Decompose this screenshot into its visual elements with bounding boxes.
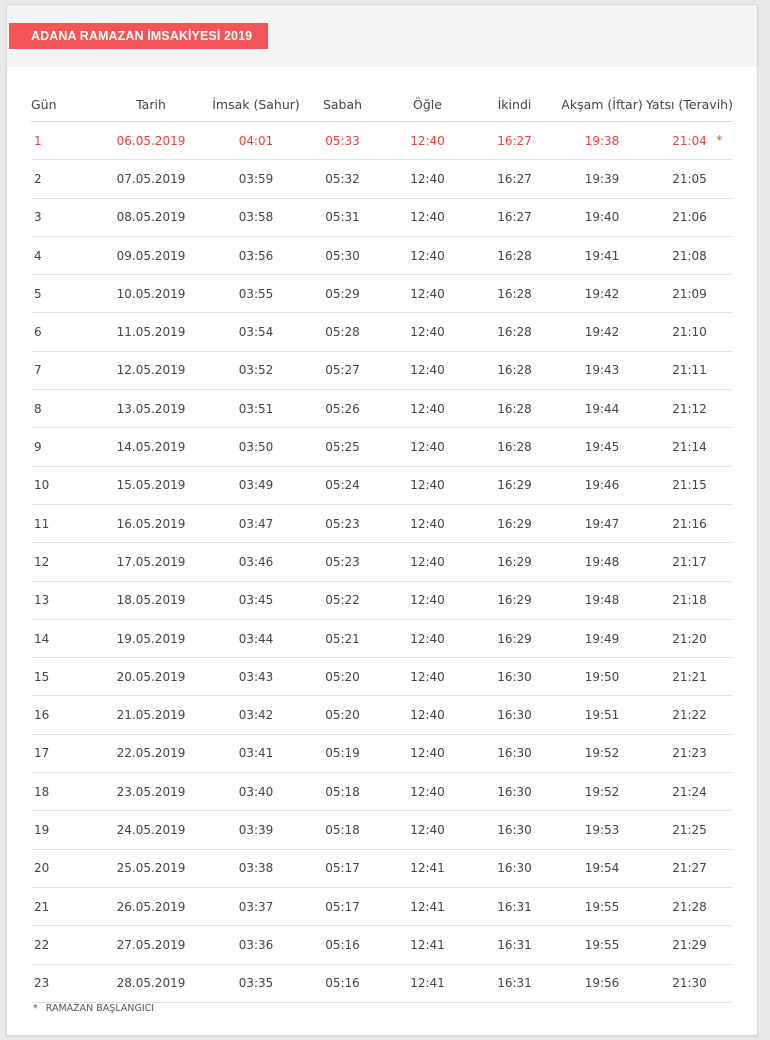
table-row xyxy=(31,390,733,428)
table-row xyxy=(31,581,733,619)
table-cell: 12:40 xyxy=(384,581,471,619)
table-cell: 19:50 xyxy=(558,658,646,696)
table-cell: 05:18 xyxy=(301,773,384,811)
table-cell: 19:40 xyxy=(558,198,646,236)
table-cell: 12.05.2019 xyxy=(91,351,211,389)
table-cell: 3 xyxy=(31,198,91,236)
table-cell: 21:16 xyxy=(646,504,733,542)
table-cell: 13.05.2019 xyxy=(91,390,211,428)
table-cell: 05:26 xyxy=(301,390,384,428)
table-cell: 16:29 xyxy=(471,581,558,619)
table-cell: 16:29 xyxy=(471,619,558,657)
table-cell: 12:40 xyxy=(384,428,471,466)
table-cell: 21:21 xyxy=(646,658,733,696)
table-cell: 12:40 xyxy=(384,160,471,198)
table-cell: 10 xyxy=(31,466,91,504)
table-cell: 5 xyxy=(31,275,91,313)
table-cell: 19:55 xyxy=(558,887,646,925)
table-cell: 03:51 xyxy=(211,390,301,428)
table-cell: 21:22 xyxy=(646,696,733,734)
table-cell: 03:52 xyxy=(211,351,301,389)
table-cell: 03:59 xyxy=(211,160,301,198)
table-cell: 03:43 xyxy=(211,658,301,696)
table-cell: 12:40 xyxy=(384,696,471,734)
table-cell: 03:46 xyxy=(211,543,301,581)
table-row xyxy=(31,428,733,466)
table-cell: 20.05.2019 xyxy=(91,658,211,696)
table-row xyxy=(31,887,733,925)
table-cell: 15.05.2019 xyxy=(91,466,211,504)
table-cell: 12:40 xyxy=(384,734,471,772)
table-cell: 03:41 xyxy=(211,734,301,772)
table-cell: 21:17 xyxy=(646,543,733,581)
table-cell: 4 xyxy=(31,236,91,274)
table-cell: 15 xyxy=(31,658,91,696)
table-cell: 03:42 xyxy=(211,696,301,734)
table-cell-text: 21:04 xyxy=(672,133,707,148)
table-row xyxy=(31,811,733,849)
table-cell: 05:25 xyxy=(301,428,384,466)
table-cell: 19:56 xyxy=(558,964,646,1002)
table-cell: 05:31 xyxy=(301,198,384,236)
table-cell: 19:51 xyxy=(558,696,646,734)
table-cell: 11 xyxy=(31,504,91,542)
table-cell: 16:29 xyxy=(471,504,558,542)
table-cell: 16:28 xyxy=(471,236,558,274)
table-cell: 24.05.2019 xyxy=(91,811,211,849)
table-cell: 12:40 xyxy=(384,236,471,274)
table-cell: 21:20 xyxy=(646,619,733,657)
table-cell: 12:40 xyxy=(384,275,471,313)
table-cell: 19:54 xyxy=(558,849,646,887)
table-cell: 21:14 xyxy=(646,428,733,466)
table-cell: 6 xyxy=(31,313,91,351)
table-cell: 19:49 xyxy=(558,619,646,657)
table-row xyxy=(31,275,733,313)
table-cell: 21:23 xyxy=(646,734,733,772)
table-cell: 25.05.2019 xyxy=(91,849,211,887)
column-header: Akşam (İftar) xyxy=(558,87,646,122)
table-cell: 21 xyxy=(31,887,91,925)
table-cell: 21:06 xyxy=(646,198,733,236)
table-row xyxy=(31,696,733,734)
table-row xyxy=(31,236,733,274)
table-cell: 03:54 xyxy=(211,313,301,351)
footnote xyxy=(33,1003,154,1014)
table-cell: 21:09 xyxy=(646,275,733,313)
table-cell: 21:18 xyxy=(646,581,733,619)
table-cell: 05:16 xyxy=(301,926,384,964)
column-header: Sabah xyxy=(301,87,384,122)
table-cell: 12:40 xyxy=(384,658,471,696)
table-cell: 21:11 xyxy=(646,351,733,389)
table-cell: 23 xyxy=(31,964,91,1002)
table-cell: 18 xyxy=(31,773,91,811)
table-cell: 16:30 xyxy=(471,696,558,734)
table-row xyxy=(31,849,733,887)
table-cell: 16:28 xyxy=(471,428,558,466)
table-cell: 04:01 xyxy=(211,122,301,160)
table-cell: 12:40 xyxy=(384,811,471,849)
table-cell: 03:38 xyxy=(211,849,301,887)
table-cell: 03:56 xyxy=(211,236,301,274)
table-cell: 19:43 xyxy=(558,351,646,389)
table-cell: 16 xyxy=(31,696,91,734)
table-header-row xyxy=(31,87,733,122)
table-cell: 12:41 xyxy=(384,887,471,925)
column-header: İkindi xyxy=(471,87,558,122)
table-cell: 21:10 xyxy=(646,313,733,351)
table-cell: 21:12 xyxy=(646,390,733,428)
table-row xyxy=(31,964,733,1002)
table-body xyxy=(31,122,733,1003)
table-cell: 10.05.2019 xyxy=(91,275,211,313)
table-cell: 19:47 xyxy=(558,504,646,542)
table-cell: 19:41 xyxy=(558,236,646,274)
table-cell: 27.05.2019 xyxy=(91,926,211,964)
table-cell: 16:30 xyxy=(471,811,558,849)
table-cell: 28.05.2019 xyxy=(91,964,211,1002)
table-cell: 2 xyxy=(31,160,91,198)
table-cell: 16:31 xyxy=(471,964,558,1002)
table-cell: 16:31 xyxy=(471,887,558,925)
table-cell: 12:40 xyxy=(384,773,471,811)
table-cell: 20 xyxy=(31,849,91,887)
table-cell: 05:23 xyxy=(301,504,384,542)
table-cell: 16:30 xyxy=(471,734,558,772)
footnote-text: RAMAZAN BAŞLANGICI xyxy=(45,1003,155,1014)
table-cell: 16:30 xyxy=(471,849,558,887)
table-cell: 05:21 xyxy=(301,619,384,657)
table-cell: 12:40 xyxy=(384,466,471,504)
table-cell: 19:39 xyxy=(558,160,646,198)
table-cell: 16:28 xyxy=(471,351,558,389)
table-cell: 05:23 xyxy=(301,543,384,581)
table-row xyxy=(31,734,733,772)
table-row xyxy=(31,122,733,160)
table-cell: 12:40 xyxy=(384,198,471,236)
table-cell: 05:22 xyxy=(301,581,384,619)
table-cell: 16:29 xyxy=(471,466,558,504)
table-cell: 22.05.2019 xyxy=(91,734,211,772)
table-cell: 21:30 xyxy=(646,964,733,1002)
table-cell: 12:40 xyxy=(384,351,471,389)
table-row xyxy=(31,313,733,351)
table-cell: 07.05.2019 xyxy=(91,160,211,198)
table-cell: 12:40 xyxy=(384,122,471,160)
table-cell: 03:37 xyxy=(211,887,301,925)
table-cell: 03:44 xyxy=(211,619,301,657)
table-cell: 05:16 xyxy=(301,964,384,1002)
table-cell: 05:29 xyxy=(301,275,384,313)
footnote-marker: * xyxy=(33,1003,38,1014)
table-cell: 1 xyxy=(31,122,91,160)
table-cell: 11.05.2019 xyxy=(91,313,211,351)
table-cell: 26.05.2019 xyxy=(91,887,211,925)
table-cell: 21:29 xyxy=(646,926,733,964)
table-cell: 03:36 xyxy=(211,926,301,964)
table-cell: 05:17 xyxy=(301,887,384,925)
table-cell: 19 xyxy=(31,811,91,849)
table-cell: 19:53 xyxy=(558,811,646,849)
table-cell: 21:25 xyxy=(646,811,733,849)
table-row xyxy=(31,619,733,657)
table-cell: 19:42 xyxy=(558,313,646,351)
table-row xyxy=(31,926,733,964)
table-cell: 9 xyxy=(31,428,91,466)
table-cell: 21:28 xyxy=(646,887,733,925)
table-cell: 19:52 xyxy=(558,734,646,772)
table-cell: 19:44 xyxy=(558,390,646,428)
table-cell: 03:50 xyxy=(211,428,301,466)
table-cell-value xyxy=(672,132,723,148)
table-cell: 12:40 xyxy=(384,543,471,581)
table-cell: 03:47 xyxy=(211,504,301,542)
table-cell: 16:28 xyxy=(471,275,558,313)
table-cell: 05:17 xyxy=(301,849,384,887)
table-cell: 03:45 xyxy=(211,581,301,619)
table-row xyxy=(31,160,733,198)
table-cell: 12:40 xyxy=(384,504,471,542)
table-cell: 03:39 xyxy=(211,811,301,849)
table-cell: 12:41 xyxy=(384,964,471,1002)
table-cell: 06.05.2019 xyxy=(91,122,211,160)
table-cell: 21:08 xyxy=(646,236,733,274)
table-cell: 16:27 xyxy=(471,160,558,198)
table-cell: 16:30 xyxy=(471,773,558,811)
table-row xyxy=(31,504,733,542)
table-cell: 19:38 xyxy=(558,122,646,160)
table-cell: 16:30 xyxy=(471,658,558,696)
table-cell: 05:20 xyxy=(301,696,384,734)
table-cell: 05:18 xyxy=(301,811,384,849)
table-cell: 21:15 xyxy=(646,466,733,504)
table-cell: 08.05.2019 xyxy=(91,198,211,236)
table-cell: 19:45 xyxy=(558,428,646,466)
table-cell: 16:28 xyxy=(471,390,558,428)
table-cell: 03:55 xyxy=(211,275,301,313)
table-cell: 16:27 xyxy=(471,122,558,160)
table-cell: 8 xyxy=(31,390,91,428)
table-cell: 12:40 xyxy=(384,619,471,657)
table-cell: 03:35 xyxy=(211,964,301,1002)
table-cell: 19:46 xyxy=(558,466,646,504)
table-cell xyxy=(646,122,733,160)
table-cell: 12 xyxy=(31,543,91,581)
table-cell: 19:48 xyxy=(558,543,646,581)
table-cell: 21:05 xyxy=(646,160,733,198)
table-cell: 17.05.2019 xyxy=(91,543,211,581)
table-row xyxy=(31,466,733,504)
table-row xyxy=(31,351,733,389)
table-row xyxy=(31,198,733,236)
table-cell: 05:20 xyxy=(301,658,384,696)
table-cell: 21:27 xyxy=(646,849,733,887)
table-cell: 05:19 xyxy=(301,734,384,772)
table-cell: 03:49 xyxy=(211,466,301,504)
table-row xyxy=(31,543,733,581)
table-cell: 09.05.2019 xyxy=(91,236,211,274)
table-cell: 16:29 xyxy=(471,543,558,581)
ramadan-start-marker: * xyxy=(716,132,723,147)
table-cell: 16:31 xyxy=(471,926,558,964)
table-cell: 12:41 xyxy=(384,849,471,887)
imsakiye-table xyxy=(31,87,733,1003)
imsakiye-card xyxy=(6,4,758,1036)
table-cell: 17 xyxy=(31,734,91,772)
table-row xyxy=(31,658,733,696)
table-cell: 03:58 xyxy=(211,198,301,236)
table-cell: 05:24 xyxy=(301,466,384,504)
table-cell: 12:41 xyxy=(384,926,471,964)
column-header: İmsak (Sahur) xyxy=(211,87,301,122)
table-cell: 16:27 xyxy=(471,198,558,236)
table-cell: 21:24 xyxy=(646,773,733,811)
table-cell: 16.05.2019 xyxy=(91,504,211,542)
table-cell: 16:28 xyxy=(471,313,558,351)
column-header: Öğle xyxy=(384,87,471,122)
table-cell: 19:48 xyxy=(558,581,646,619)
table-row xyxy=(31,773,733,811)
table-cell: 13 xyxy=(31,581,91,619)
column-header: Yatsı (Teravih) xyxy=(646,87,733,122)
table-cell: 21.05.2019 xyxy=(91,696,211,734)
table-cell: 19:55 xyxy=(558,926,646,964)
card-header xyxy=(7,5,757,67)
table-cell: 19:52 xyxy=(558,773,646,811)
table-cell: 12:40 xyxy=(384,313,471,351)
table-cell: 12:40 xyxy=(384,390,471,428)
table-cell: 7 xyxy=(31,351,91,389)
column-header: Tarih xyxy=(91,87,211,122)
table-cell: 05:27 xyxy=(301,351,384,389)
table-cell: 05:30 xyxy=(301,236,384,274)
table-cell: 22 xyxy=(31,926,91,964)
page-title: ADANA RAMAZAN İMSAKİYESİ 2019 xyxy=(9,23,268,49)
table-cell: 23.05.2019 xyxy=(91,773,211,811)
table-cell: 19:42 xyxy=(558,275,646,313)
table-cell: 19.05.2019 xyxy=(91,619,211,657)
table-cell: 05:28 xyxy=(301,313,384,351)
column-header: Gün xyxy=(31,87,91,122)
table-cell: 05:32 xyxy=(301,160,384,198)
table-cell: 14 xyxy=(31,619,91,657)
table-cell: 05:33 xyxy=(301,122,384,160)
table-cell: 14.05.2019 xyxy=(91,428,211,466)
table-cell: 03:40 xyxy=(211,773,301,811)
table-cell: 18.05.2019 xyxy=(91,581,211,619)
